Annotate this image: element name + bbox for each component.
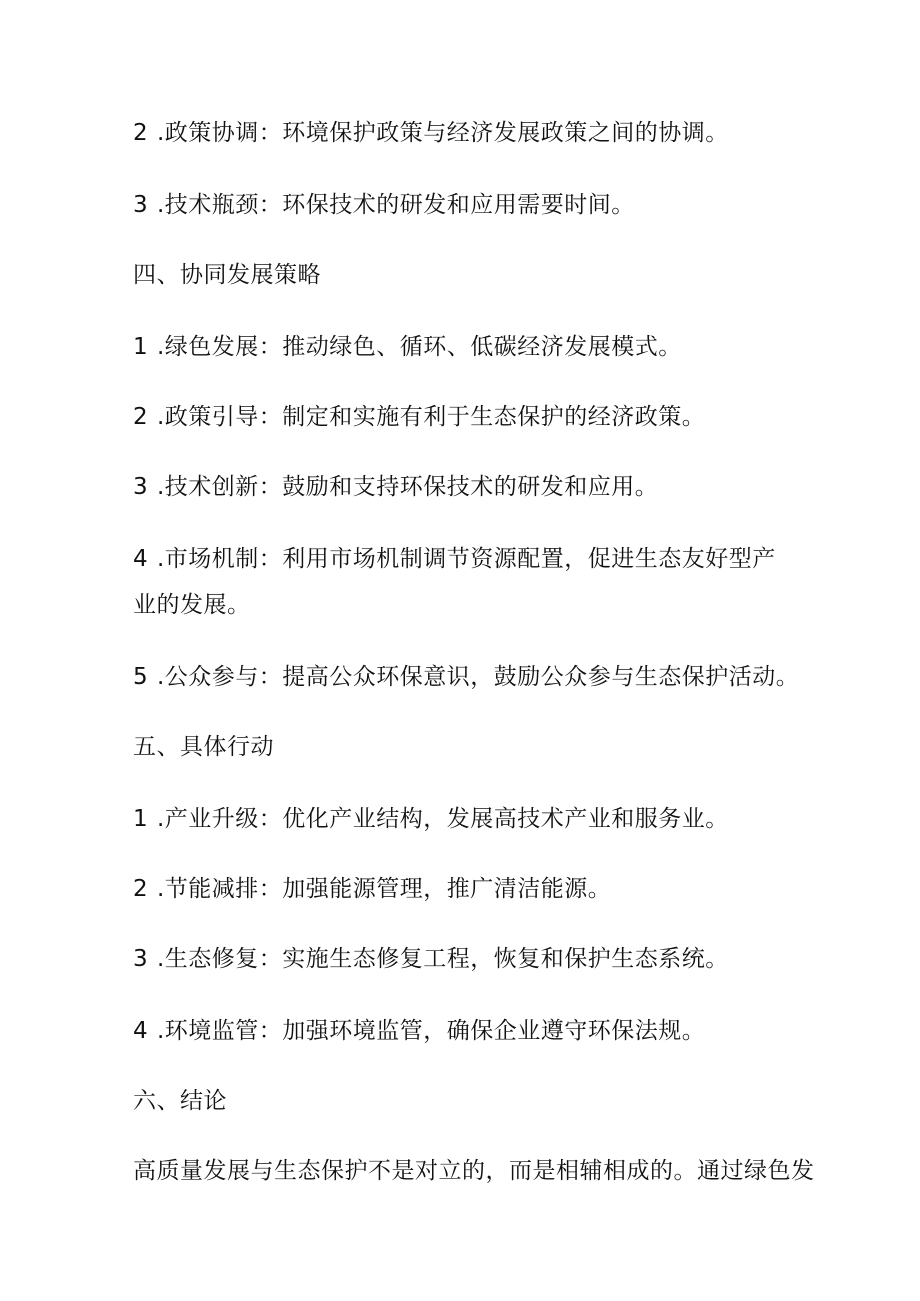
list-item-tech-bottleneck [133, 190, 813, 220]
list-number: 4 [133, 1018, 149, 1044]
list-item-text: .节能减排：加强能源管理，推广清洁能源。 [157, 876, 612, 902]
list-item-text: .技术创新：鼓励和支持环保技术的研发和应用。 [157, 474, 659, 500]
list-item-policy-coordination [133, 118, 813, 148]
list-item-text: .政策协调：环境保护政策与经济发展政策之间的协调。 [157, 120, 729, 146]
list-item-environmental-supervision [133, 1016, 813, 1046]
list-item-text: .公众参与：提高公众环保意识，鼓励公众参与生态保护活动。 [157, 664, 800, 690]
list-item-continuation [133, 590, 813, 620]
list-item-market-mechanism [133, 544, 813, 574]
list-number: 2 [133, 876, 149, 902]
list-item-policy-guidance [133, 402, 813, 432]
list-item-text: .环境监管：加强环境监管，确保企业遵守环保法规。 [157, 1018, 706, 1044]
list-number: 3 [133, 946, 149, 972]
list-item-text: .技术瓶颈：环保技术的研发和应用需要时间。 [157, 192, 635, 218]
list-item-text: .市场机制：利用市场机制调节资源配置，促进生态友好型产 [157, 546, 776, 572]
list-item-industry-upgrade [133, 804, 813, 834]
section-heading-conclusion [133, 1086, 813, 1116]
section-heading-text: 五、具体行动 [133, 734, 274, 760]
section-heading-text: 六、结论 [133, 1088, 227, 1114]
list-item-text: .政策引导：制定和实施有利于生态保护的经济政策。 [157, 404, 706, 430]
list-number: 1 [133, 334, 149, 360]
list-number: 4 [133, 546, 149, 572]
list-item-ecological-restoration [133, 944, 813, 974]
list-item-green-development [133, 332, 813, 362]
list-item-tech-innovation [133, 472, 813, 502]
list-number: 5 [133, 664, 149, 690]
list-number: 3 [133, 474, 149, 500]
list-number: 2 [133, 404, 149, 430]
section-heading-actions [133, 732, 813, 762]
list-item-text: 业的发展。 [133, 592, 251, 618]
section-heading-strategy [133, 260, 813, 290]
list-number: 2 [133, 120, 149, 146]
conclusion-paragraph [133, 1156, 813, 1186]
list-item-text: .生态修复：实施生态修复工程，恢复和保护生态系统。 [157, 946, 729, 972]
section-heading-text: 四、协同发展策略 [133, 262, 321, 288]
list-item-energy-saving [133, 874, 813, 904]
list-number: 1 [133, 806, 149, 832]
list-item-public-participation [133, 662, 813, 692]
list-item-text: .产业升级：优化产业结构，发展高技术产业和服务业。 [157, 806, 729, 832]
paragraph-text: 高质量发展与生态保护不是对立的，而是相辅相成的。通过绿色发 [133, 1158, 815, 1184]
list-number: 3 [133, 192, 149, 218]
list-item-text: .绿色发展：推动绿色、循环、低碳经济发展模式。 [157, 334, 682, 360]
